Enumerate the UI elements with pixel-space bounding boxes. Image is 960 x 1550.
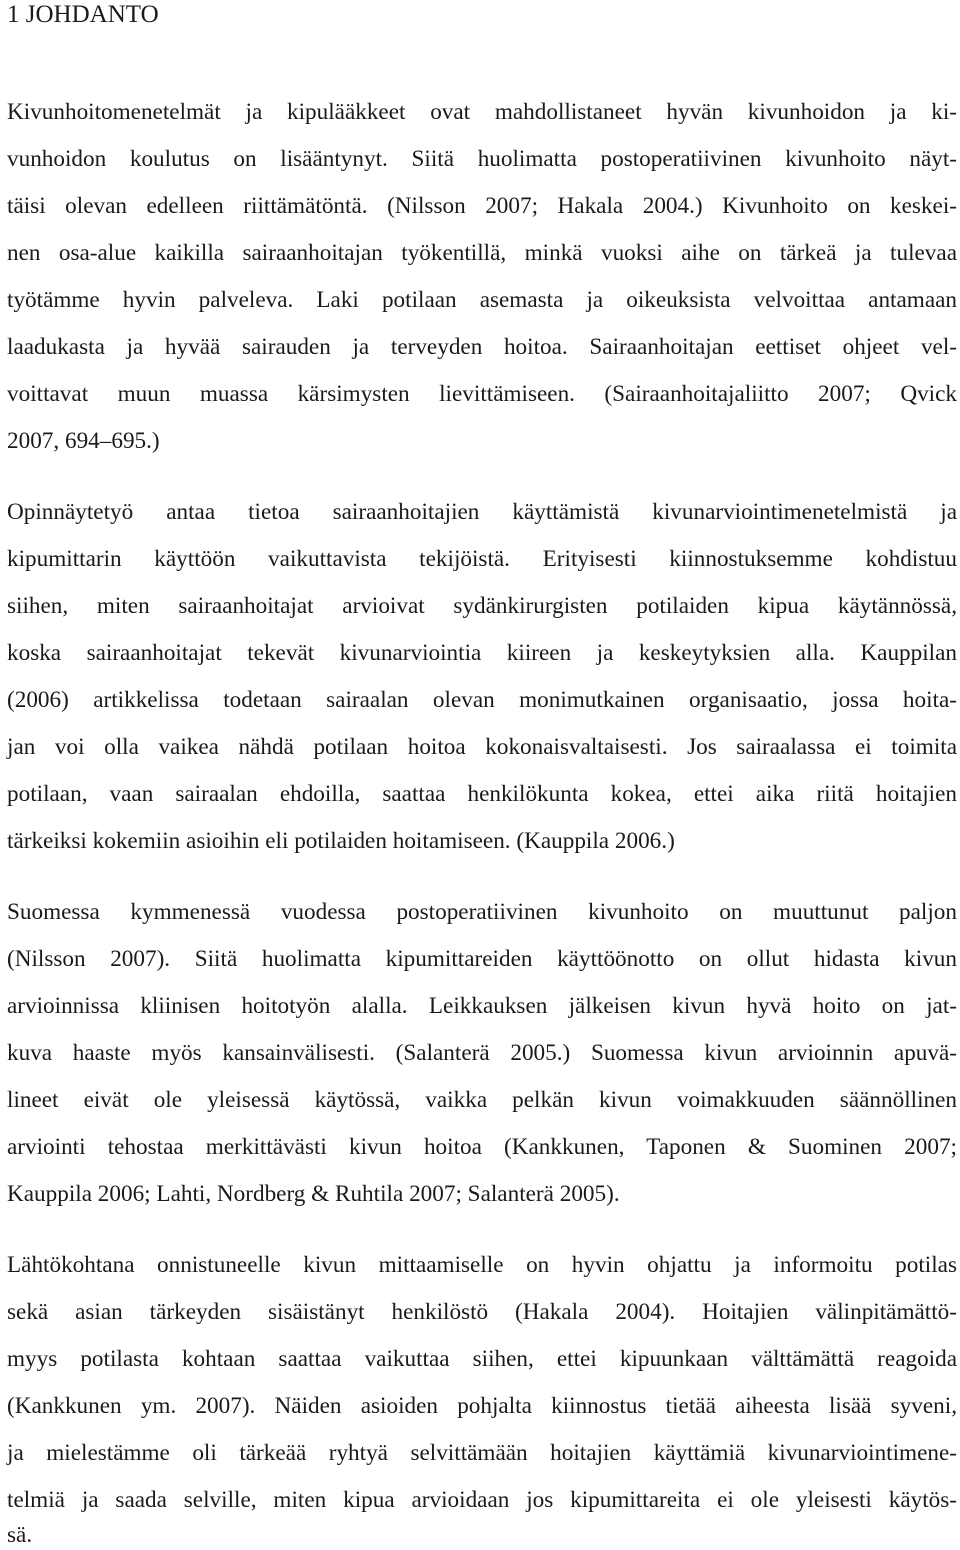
text-line: arvioinnissa kliinisen hoitotyön alalla. Leikkauksen jälkeisen kivun hyvä hoito on jat- — [7, 993, 957, 1019]
text-line: Opinnäytetyö antaa tietoa sairaanhoitajien käyttämistä kivunarviointimenetelmistä ja — [7, 499, 957, 525]
text-line: nen osa-alue kaikilla sairaanhoitajan työkentillä, minkä vuoksi aihe on tärkeä ja tulevaa — [7, 240, 957, 266]
text-line: Suomessa kymmenessä vuodessa postoperatiivinen kivunhoito on muuttunut paljon — [7, 899, 957, 925]
text-line: lineet eivät ole yleisessä käytössä, vaikka pelkän kivun voimakkuuden säännöllinen — [7, 1087, 957, 1113]
text-line: Lähtökohtana onnistuneelle kivun mittaamiselle on hyvin ohjattu ja informoitu potilas — [7, 1252, 957, 1278]
text-line: koska sairaanhoitajat tekevät kivunarviointia kiireen ja keskeytyksien alla. Kauppilan — [7, 640, 957, 666]
text-line: vunhoidon koulutus on lisääntynyt. Siitä huolimatta postoperatiivinen kivunhoito näyt- — [7, 146, 957, 172]
text-line: myys potilasta kohtaan saattaa vaikuttaa siihen, ettei kipuunkaan välttämättä reagoida — [7, 1346, 957, 1372]
section-heading: 1 JOHDANTO — [7, 1, 159, 28]
text-line: työtämme hyvin palveleva. Laki potilaan asemasta ja oikeuksista velvoittaa antamaan — [7, 287, 957, 313]
text-line: sä. — [7, 1522, 33, 1548]
text-line: täisi olevan edelleen riittämätöntä. (Nilsson 2007; Hakala 2004.) Kivunhoito on keskei- — [7, 193, 957, 219]
text-line: laadukasta ja hyvää sairauden ja terveyden hoitoa. Sairaanhoitajan eettiset ohjeet vel- — [7, 334, 957, 360]
text-line: jan voi olla vaikea nähdä potilaan hoitoa kokonaisvaltaisesti. Jos sairaalassa ei toimita — [7, 734, 957, 760]
text-line: 2007, 694–695.) — [7, 428, 160, 454]
text-line: siihen, miten sairaanhoitajat arvioivat sydänkirurgisten potilaiden kipua käytännössä, — [7, 593, 957, 619]
text-line: Kauppila 2006; Lahti, Nordberg & Ruhtila 2007; Salanterä 2005). — [7, 1181, 620, 1207]
text-line: arviointi tehostaa merkittävästi kivun hoitoa (Kankkunen, Taponen & Suominen 2007; — [7, 1134, 957, 1160]
text-line: kuva haaste myös kansainvälisesti. (Salanterä 2005.) Suomessa kivun arvioinnin apuvä- — [7, 1040, 957, 1066]
text-line: (Nilsson 2007). Siitä huolimatta kipumittareiden käyttöönotto on ollut hidasta kivun — [7, 946, 957, 972]
text-line: Kivunhoitomenetelmät ja kipulääkkeet ovat mahdollistaneet hyvän kivunhoidon ja ki- — [7, 99, 957, 125]
text-line: tärkeiksi kokemiin asioihin eli potilaiden hoitamiseen. (Kauppila 2006.) — [7, 828, 675, 854]
text-line: telmiä ja saada selville, miten kipua arvioidaan jos kipumittareita ei ole yleisesti käytös- — [7, 1487, 957, 1513]
text-line: kipumittarin käyttöön vaikuttavista tekijöistä. Erityisesti kiinnostuksemme kohdistuu — [7, 546, 957, 572]
text-line: (Kankkunen ym. 2007). Näiden asioiden pohjalta kiinnostus tietää aiheesta lisää syveni, — [7, 1393, 957, 1419]
text-line: ja mielestämme oli tärkeää ryhtyä selvittämään hoitajien käyttämiä kivunarviointimene- — [7, 1440, 957, 1466]
text-line: potilaan, vaan sairaalan ehdoilla, saattaa henkilökunta kokea, ettei aika riitä hoitajien — [7, 781, 957, 807]
text-line: sekä asian tärkeyden sisäistänyt henkilöstö (Hakala 2004). Hoitajien välinpitämättö- — [7, 1299, 957, 1325]
text-line: voittavat muun muassa kärsimysten lievittämiseen. (Sairaanhoitajaliitto 2007; Qvick — [7, 381, 957, 407]
text-line: (2006) artikkelissa todetaan sairaalan olevan monimutkainen organisaatio, jossa hoita- — [7, 687, 957, 713]
